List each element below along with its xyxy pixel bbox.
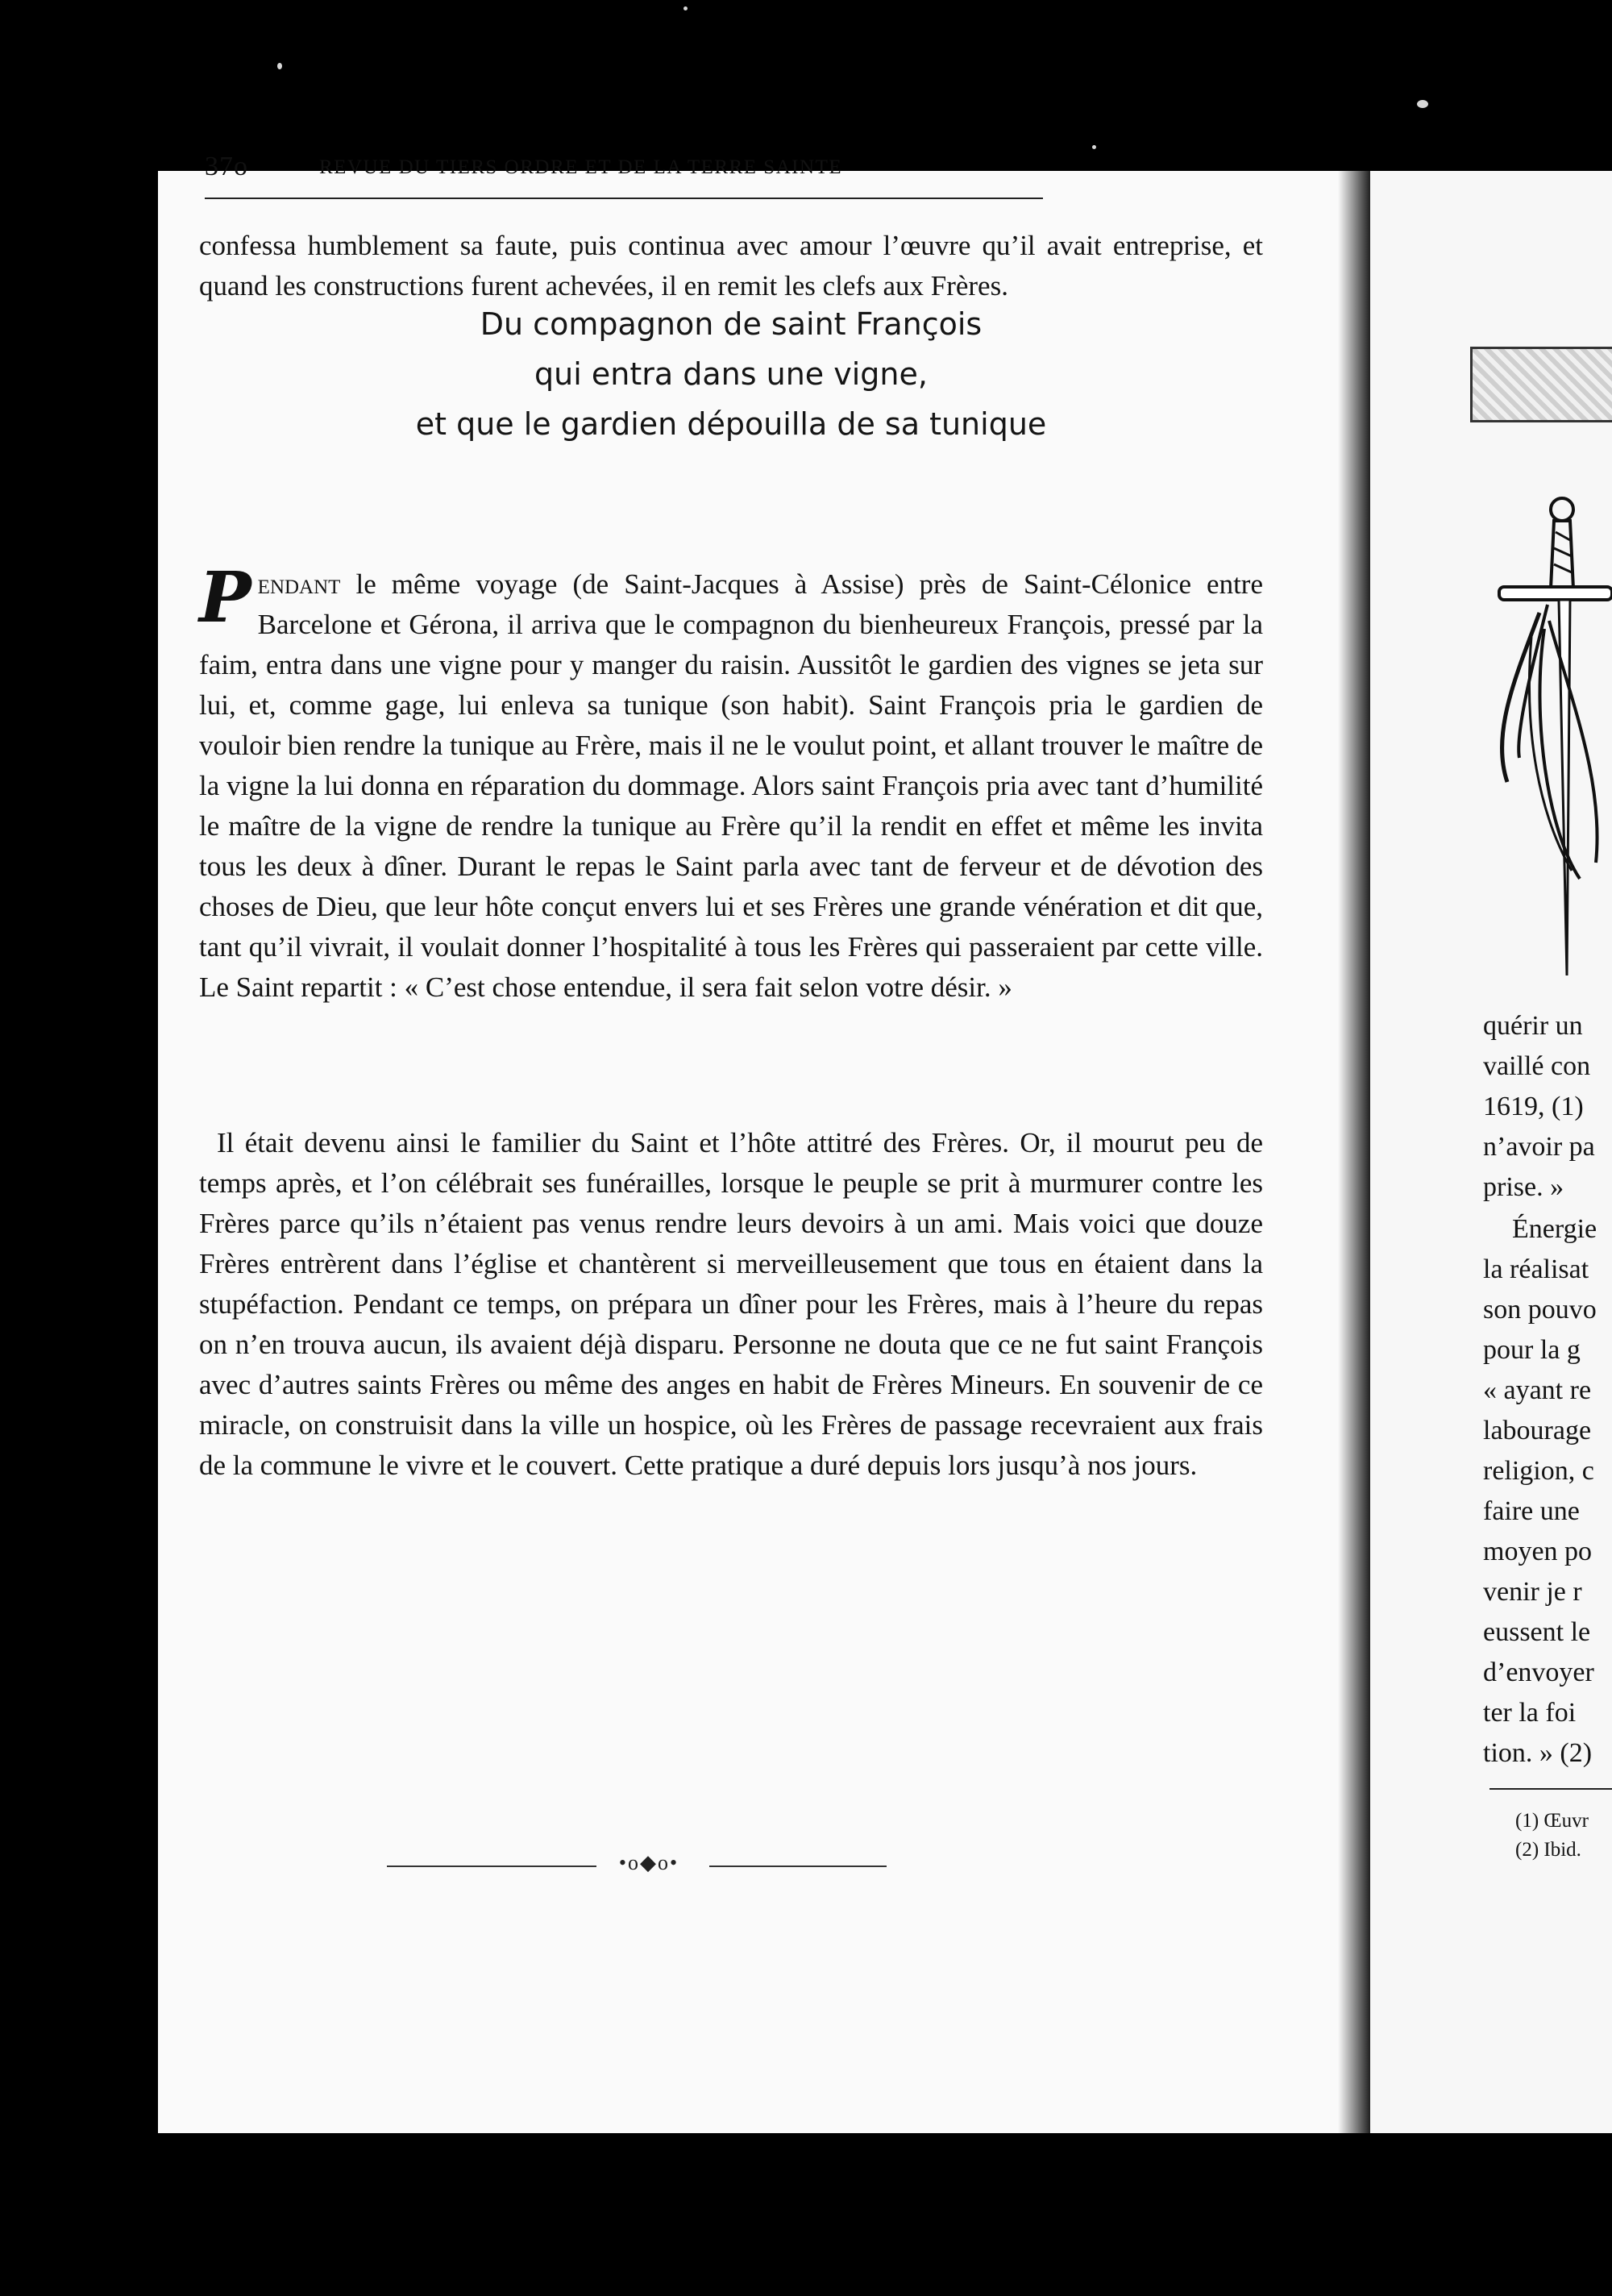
right-line: tion. » (2) xyxy=(1483,1738,1593,1768)
right-line: vaillé con xyxy=(1483,1051,1591,1081)
right-line: son pouvo xyxy=(1483,1295,1597,1325)
section-heading-line-2: qui entra dans une vigne, xyxy=(534,356,928,392)
paragraph-pendant xyxy=(199,557,1263,1008)
footnote: (2) Ibid. xyxy=(1515,1839,1581,1861)
small-caps-lead: endant xyxy=(257,568,341,600)
ornament-rule-left xyxy=(387,1866,596,1867)
right-line: la réalisat xyxy=(1483,1254,1589,1284)
paragraph-familier: Il était devenu ainsi le familier du Saint et l’hôte attitré des Frères. Or, il mourut peu de temps après, et l’on célébrait ses funérailles, lorsque le peuple se prit à murmurer contre les Frères parce qu’ils n’étaient pas venus rendre leurs devoirs à un ami. Mais voici que douze Frères entrèrent dans l’église et chantèrent si merveilleusement que tous en étaient dans la stupéfaction. Pendant ce temps, on prépara un dîner pour les Frères, mais à l’heure du repas on n’en trouva aucun, ils avaient déjà disparu. Personne ne douta que ce ne fut saint François avec d’autres saints Frères ou même des anges en habit de Frères Mineurs. En souvenir de ce miracle, on construisit dans la ville un hospice, où les Frères de passage recevraient aux frais de la commune le vivre et le couvert. Cette pratique a duré depuis lors jusqu’à nos jours. xyxy=(199,1127,1263,1481)
header-rule xyxy=(205,198,1043,199)
decorative-frieze xyxy=(1470,347,1612,422)
book-gutter xyxy=(1338,171,1370,2133)
scan-speck xyxy=(277,63,282,69)
right-line: quérir un xyxy=(1483,1011,1583,1041)
scan-speck xyxy=(683,6,688,10)
section-heading-line-3: et que le gardien dépouilla de sa tunique xyxy=(415,406,1047,442)
right-line: d’envoyer xyxy=(1483,1658,1594,1687)
right-line: « ayant re xyxy=(1483,1375,1592,1405)
footnote: (1) Œuvr xyxy=(1515,1810,1589,1832)
right-line: 1619, (1) xyxy=(1483,1092,1584,1121)
sword-illustration xyxy=(1483,492,1612,992)
end-ornament xyxy=(387,1851,887,1878)
scan-speck xyxy=(1092,145,1096,149)
scan-speck xyxy=(1417,100,1428,108)
page-number: 37o xyxy=(205,152,248,181)
right-line: venir je r xyxy=(1483,1577,1582,1607)
paragraph-pendant-text: le même voyage (de Saint-Jacques à Assise) près de Saint-Célonice entre Barcelone et Gérona, il arriva que le compagnon du bienheureux François, pressé par la faim, entra dans une vigne pour y manger du raisin. Aussitôt le gardien des vignes se jeta sur lui, et, comme gage, lui enleva sa tunique (son habit). Saint François pria le gardien de vouloir bien rendre la tunique au Frère, mais il ne le voulut point, et allant trouver le maître de la vigne la lui donna en réparation du dommage. Alors saint François pria avec tant d’humilité le maître de la vigne de rendre la tunique au Frère qu’il la rendit en effet et même les invita tous les deux à dîner. Durant le repas le Saint parla avec tant de ferveur et de dévotion des choses de Dieu, que leur hôte conçut envers lui et ses Frères une grande vénération et dit que, tant qu’il vivrait, il voulait donner l’hospitalité à tous les Frères qui passeraient par cette ville. Le Saint repartit : « C’est chose entendue, il sera fait selon votre désir. » xyxy=(199,568,1263,1003)
right-line: labourage xyxy=(1483,1416,1592,1445)
ornament-rule-right xyxy=(709,1866,887,1867)
paragraph-continued: confessa humblement sa faute, puis continua avec amour l’œuvre qu’il avait entreprise, et quand les constructions furent achevées, il en remit les clefs aux Frères. xyxy=(199,230,1263,302)
drop-cap: P xyxy=(199,557,251,638)
section-heading-line-1: Du compagnon de saint François xyxy=(480,306,983,342)
right-line: n’avoir pa xyxy=(1483,1132,1595,1162)
ornament-glyph: •o◆o• xyxy=(618,1851,679,1874)
footnote-rule xyxy=(1489,1788,1612,1790)
right-line: pour la g xyxy=(1483,1335,1581,1365)
right-line: eussent le xyxy=(1483,1617,1591,1647)
right-line: religion, c xyxy=(1483,1456,1594,1486)
right-line: prise. » xyxy=(1483,1172,1564,1202)
right-line: faire une xyxy=(1483,1496,1580,1526)
running-head xyxy=(205,152,1043,184)
right-line: ter la foi xyxy=(1483,1698,1577,1728)
right-line: Énergie xyxy=(1512,1214,1597,1244)
running-title: REVUE DU TIERS ORDRE ET DE LA TERRE SAINTE xyxy=(319,156,843,178)
right-line: moyen po xyxy=(1483,1537,1593,1566)
